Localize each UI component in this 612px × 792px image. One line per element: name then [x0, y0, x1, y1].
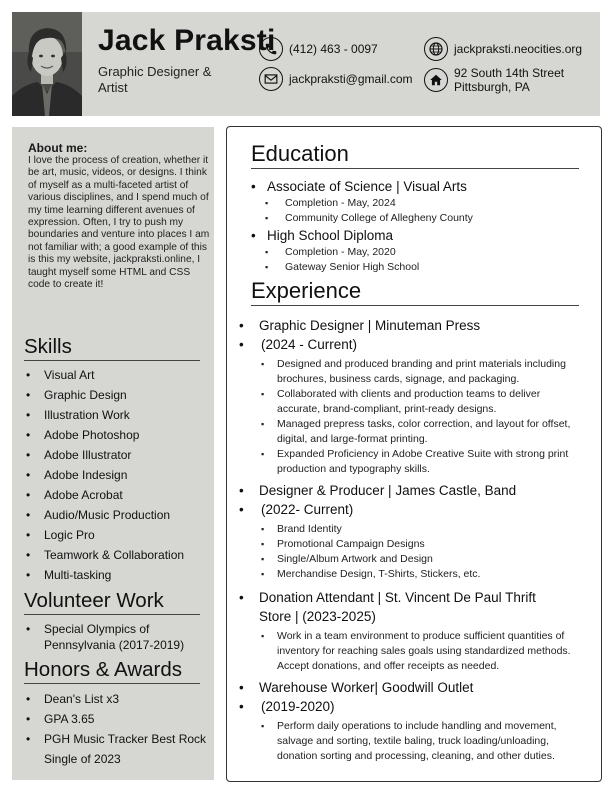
- full-name: Jack Praksti: [98, 24, 276, 57]
- skill-item: • Logic Pro: [26, 525, 210, 545]
- experience-heading: Experience: [251, 278, 579, 306]
- job-entry: [239, 589, 584, 674]
- volunteer-item: • Special Olympics of Pennsylvania (2017-2019): [26, 621, 210, 653]
- honor-item: • Dean's List x3: [26, 689, 210, 709]
- main-panel: [226, 126, 602, 782]
- job-dates: • (2019-2020): [239, 698, 584, 717]
- skill-item: • Adobe Photoshop: [26, 425, 210, 445]
- honors-heading: Honors & Awards: [24, 658, 200, 684]
- job-subtitle: Graphic Designer & Artist: [98, 64, 212, 95]
- volunteer-list: [26, 621, 210, 653]
- about-text: I love the process of creation, whether it be art, music, videos, or designs. I think of myself as a multi-faceted artist of various disciplines, and I spend much of my time learning different avenues of expression. Often, I try to push my boundaries and venture into places I am not familiar with; a good example of this is this my website, jackpraksti.online, I taught myself some HTML and CSS code to create it!: [28, 155, 210, 291]
- website-url: jackpraksti.neocities.org: [454, 42, 583, 56]
- skill-item: • Audio/Music Production: [26, 505, 210, 525]
- job-bullet: ▪ Perform daily operations to include handling and movement, salvage and sorting, textile baling, truck loading/unloading, donation sorting and processing, cleaning, and other duties.: [239, 719, 584, 764]
- education-title: • High School Diploma: [249, 227, 569, 245]
- job-bullet: ▪ Single/Album Artwork and Design: [239, 552, 584, 567]
- job-bullet: ▪ Managed prepress tasks, color correction, and layout for offset, digital, and large-format printing.: [239, 417, 584, 447]
- honor-item: • GPA 3.65: [26, 709, 210, 729]
- job-title: • Designer & Producer | James Castle, Band: [239, 482, 584, 501]
- phone-number: (412) 463 - 0097: [289, 42, 378, 56]
- skills-list: [26, 365, 210, 585]
- education-heading: Education: [251, 141, 579, 169]
- education-detail: ▪ Community College of Allegheny County: [249, 211, 569, 226]
- honor-item: • PGH Music Tracker Best Rock Single of 2023: [26, 729, 210, 769]
- address-street: 92 South 14th Street: [454, 66, 565, 80]
- job-bullet: ▪ Work in a team environment to produce sufficient quantities of inventory for reaching sales goals using standardized methods. Accept donations, and offer receipts as needed.: [239, 629, 584, 674]
- skill-item: • Teamwork & Collaboration: [26, 545, 210, 565]
- job-bullet: ▪ Collaborated with clients and production teams to deliver accurate, brand-compliant, print-ready designs.: [239, 387, 584, 417]
- skill-item: • Adobe Acrobat: [26, 485, 210, 505]
- job-title: • Graphic Designer | Minuteman Press: [239, 317, 584, 336]
- phone-icon: [259, 37, 283, 61]
- job-dates: • (2024 - Current): [239, 336, 584, 355]
- skills-heading: Skills: [24, 335, 200, 361]
- education-item: [249, 227, 569, 275]
- education-item: [249, 178, 569, 226]
- phone-contact[interactable]: [259, 37, 378, 61]
- profile-photo: [12, 12, 82, 116]
- skill-item: • Adobe Indesign: [26, 465, 210, 485]
- job-entry: [239, 679, 584, 764]
- skill-item: • Visual Art: [26, 365, 210, 385]
- job-bullet: ▪ Promotional Campaign Designs: [239, 537, 584, 552]
- education-detail: ▪ Gateway Senior High School: [249, 260, 569, 275]
- home-icon: [424, 68, 448, 92]
- email-address: jackpraksti@gmail.com: [289, 72, 413, 86]
- sidebar: [12, 127, 214, 780]
- education-detail: ▪ Completion - May, 2020: [249, 245, 569, 260]
- header-banner: [12, 12, 600, 116]
- job-bullet: ▪ Merchandise Design, T-Shirts, Stickers, etc.: [239, 567, 584, 582]
- skill-item: • Multi-tasking: [26, 565, 210, 585]
- job-dates: • (2022- Current): [239, 501, 584, 520]
- envelope-icon: [259, 67, 283, 91]
- job-bullet: ▪ Brand Identity: [239, 522, 584, 537]
- education-title: • Associate of Science | Visual Arts: [249, 178, 569, 196]
- education-detail: ▪ Completion - May, 2024: [249, 196, 569, 211]
- website-contact[interactable]: [424, 37, 582, 61]
- volunteer-heading: Volunteer Work: [24, 589, 200, 615]
- job-entry: [239, 317, 584, 477]
- address-contact: [424, 66, 564, 94]
- skill-item: • Graphic Design: [26, 385, 210, 405]
- address-city: Pittsburgh, PA: [454, 80, 530, 94]
- globe-icon: [424, 37, 448, 61]
- about-heading: About me:: [28, 141, 88, 155]
- skill-item: • Adobe Illustrator: [26, 445, 210, 465]
- job-bullet: ▪ Designed and produced branding and print materials including brochures, business cards, signage, and packaging.: [239, 357, 584, 387]
- job-title: • Warehouse Worker| Goodwill Outlet: [239, 679, 584, 698]
- job-bullet: ▪ Expanded Proficiency in Adobe Creative Suite with strong print production and typography skills.: [239, 447, 584, 477]
- honors-list: [26, 689, 210, 769]
- job-entry: [239, 482, 584, 582]
- email-contact[interactable]: [259, 67, 413, 91]
- skill-item: • Illustration Work: [26, 405, 210, 425]
- job-title: • Donation Attendant | St. Vincent De Paul Thrift Store | (2023-2025): [239, 589, 584, 626]
